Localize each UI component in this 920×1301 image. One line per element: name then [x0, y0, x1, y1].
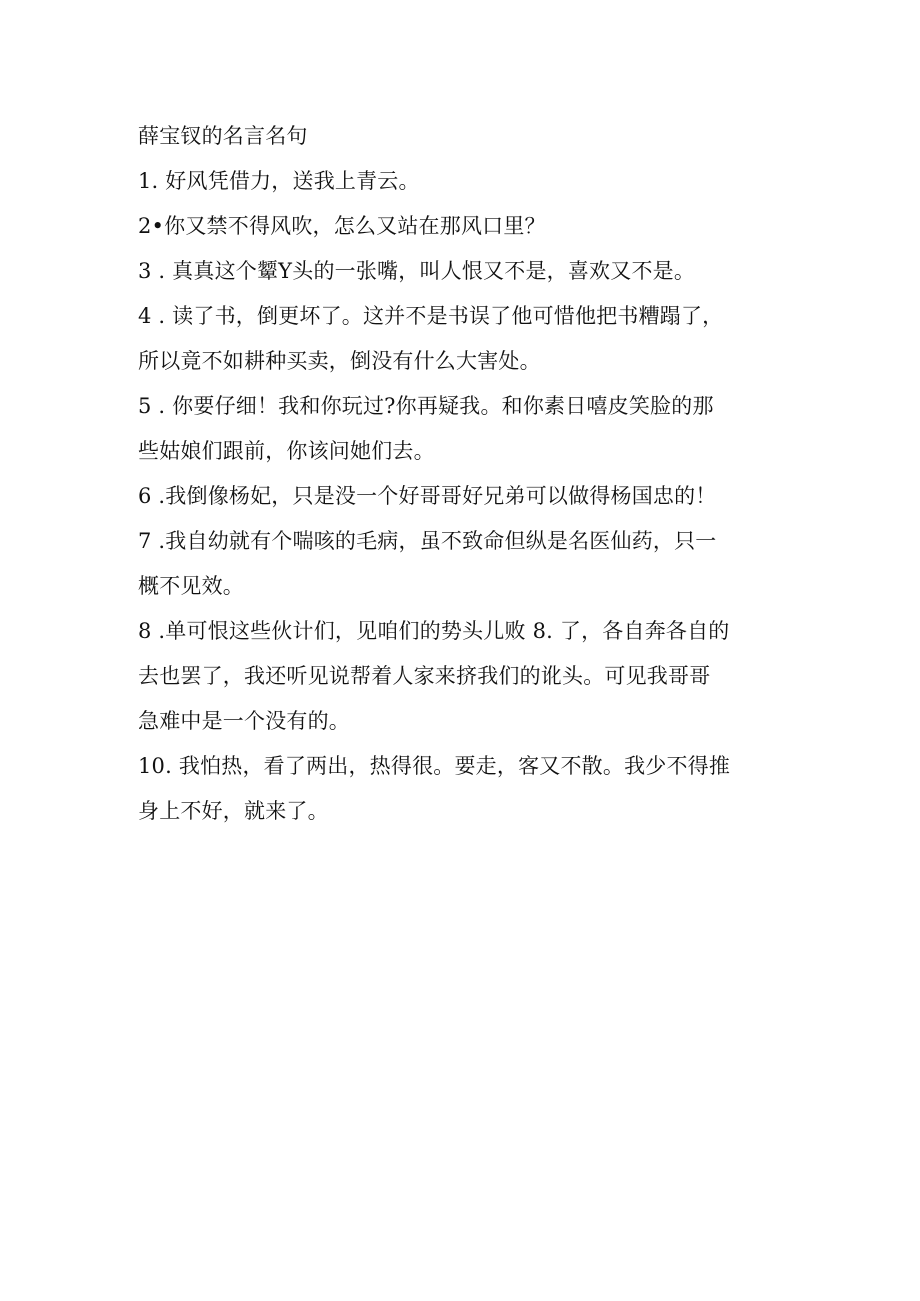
- document-title: 薛宝钗的名言名句: [138, 124, 308, 148]
- text-line: 2•你又禁不得风吹，怎么又站在那风口里？: [138, 214, 546, 238]
- text-line: 急难中是一个没有的。: [138, 709, 350, 733]
- text-line: 所以竟不如耕种买卖，倒没有什么大害处。: [138, 349, 541, 373]
- text-line: 身上不好，就来了。: [138, 799, 329, 823]
- document-body: [138, 114, 788, 834]
- text-line: 概不见效。: [138, 574, 244, 598]
- text-line: 7 .我自幼就有个喘咳的毛病，虽不致命但纵是名医仙药，只一: [138, 529, 717, 553]
- text-line: 3 . 真真这个颦Y头的一张嘴，叫人恨又不是，喜欢又不是。: [138, 259, 696, 283]
- text-line: 6 .我倒像杨妃，只是没一个好哥哥好兄弟可以做得杨国忠的！: [138, 484, 717, 508]
- text-line: 1. 好风凭借力，送我上青云。: [138, 169, 420, 193]
- text-line: 些姑娘们跟前，你该问她们去。: [138, 439, 435, 463]
- text-line: 10. 我怕热，看了两出，热得很。要走，客又不散。我少不得推: [138, 754, 731, 778]
- text-line: 去也罢了，我还听见说帮着人家来挤我们的讹头。可见我哥哥: [138, 664, 711, 688]
- text-line: 5 . 你要仔细！我和你玩过?你再疑我。和你素日嘻皮笑脸的那: [138, 394, 714, 418]
- text-line: 4 . 读了书，倒更坏了。这并不是书误了他可惜他把书糟蹋了，: [138, 304, 724, 328]
- text-line: 8 .单可恨这些伙计们，见咱们的势头儿败 8. 了，各自奔各自的: [138, 619, 730, 643]
